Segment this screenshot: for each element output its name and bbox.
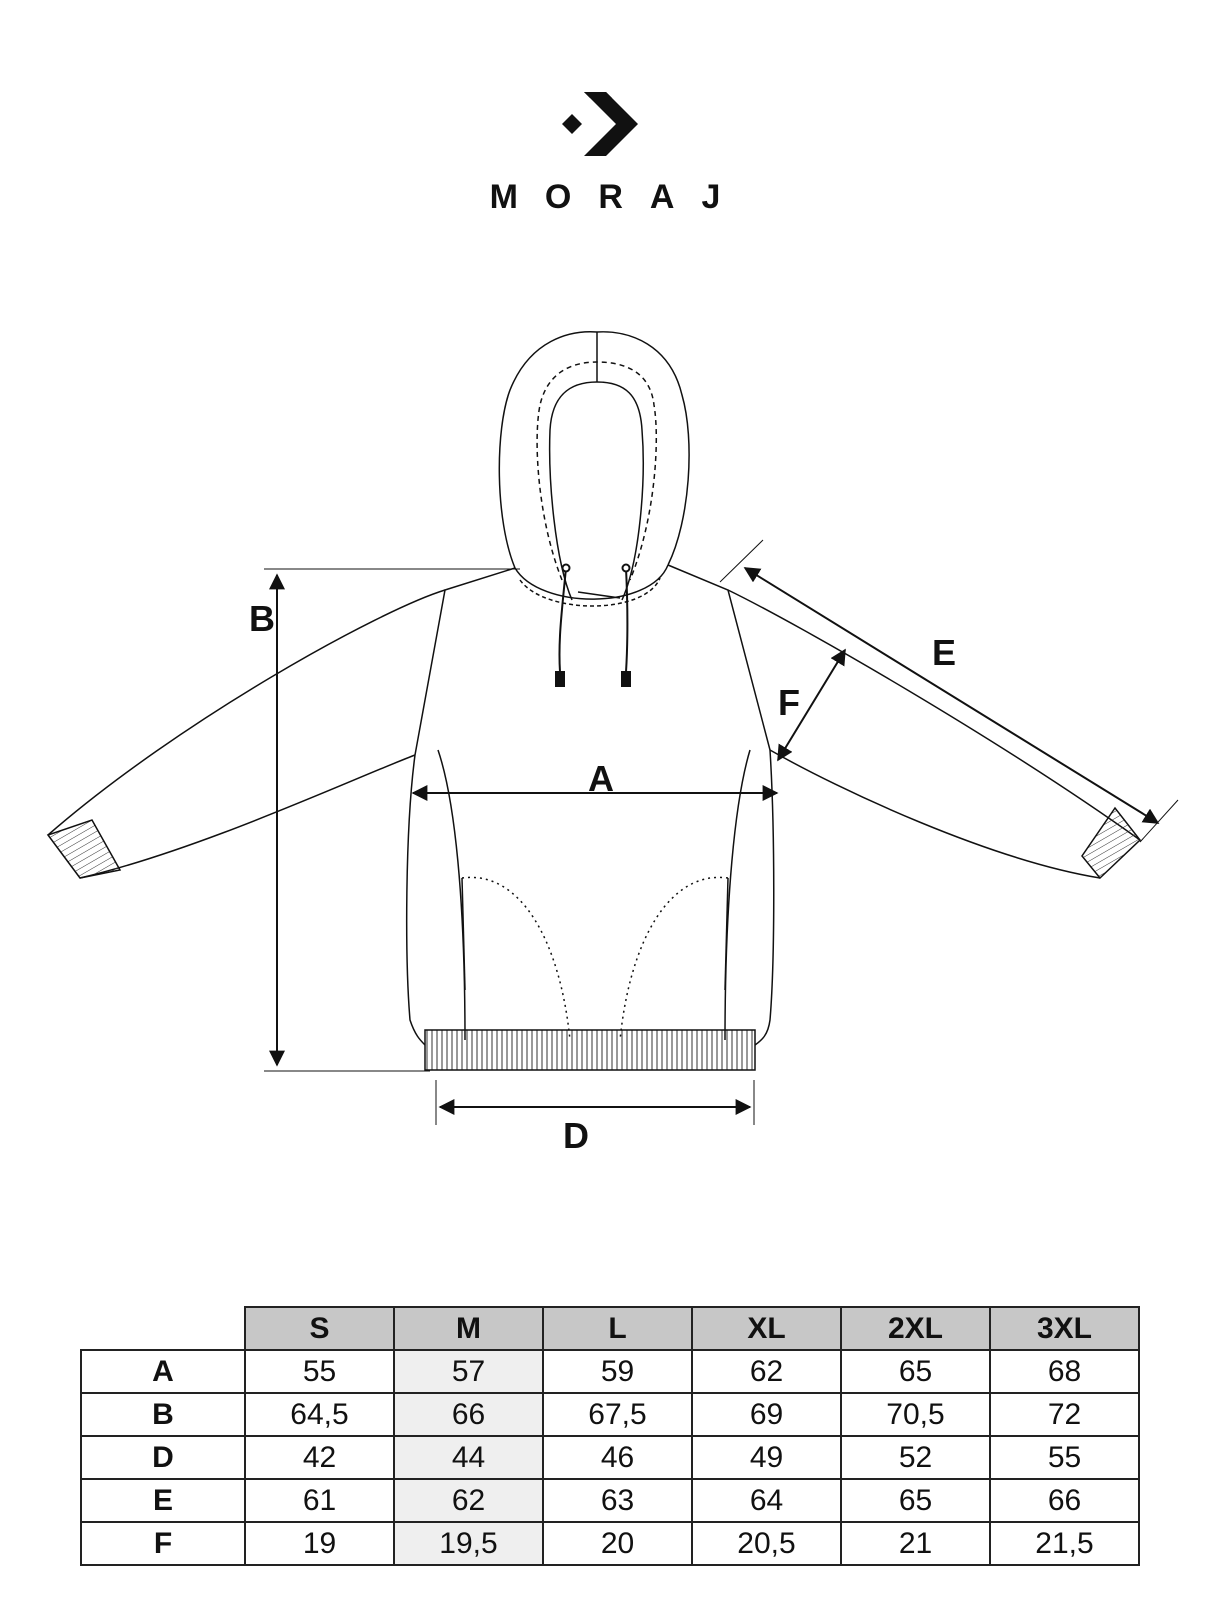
cell: 66	[394, 1393, 543, 1436]
hoodie-diagram	[0, 300, 1210, 1180]
table-corner	[81, 1307, 245, 1350]
cell: 63	[543, 1479, 692, 1522]
cell: 72	[990, 1393, 1139, 1436]
cell: 55	[245, 1350, 394, 1393]
cell: 49	[692, 1436, 841, 1479]
logo-chevron	[584, 92, 638, 156]
row-label: F	[81, 1522, 245, 1565]
label-b: B	[249, 598, 275, 639]
cell: 59	[543, 1350, 692, 1393]
cell: 21	[841, 1522, 990, 1565]
cell: 42	[245, 1436, 394, 1479]
brand-name: MORAJ	[489, 178, 748, 216]
logo-chevron-cut	[584, 92, 612, 98]
table-row	[81, 1479, 1139, 1522]
right-cuff-rib	[1082, 808, 1140, 878]
label-e: E	[932, 632, 957, 673]
table-row	[81, 1393, 1139, 1436]
cell: 62	[394, 1479, 543, 1522]
size-header-3xl: 3XL	[990, 1307, 1139, 1350]
cell: 21,5	[990, 1522, 1139, 1565]
cell: 20	[543, 1522, 692, 1565]
hoodie-outline	[48, 332, 1140, 1045]
cell: 62	[692, 1350, 841, 1393]
size-table	[80, 1306, 1140, 1566]
cell: 61	[245, 1479, 394, 1522]
label-f: F	[778, 682, 800, 723]
label-a: A	[588, 758, 614, 799]
row-label: D	[81, 1436, 245, 1479]
drawstrings	[556, 565, 630, 687]
table-row	[81, 1522, 1139, 1565]
size-header-m: M	[394, 1307, 543, 1350]
cell: 57	[394, 1350, 543, 1393]
waistband-rib	[425, 1030, 755, 1070]
cell: 68	[990, 1350, 1139, 1393]
size-header-xl: XL	[692, 1307, 841, 1350]
logo-diamond	[562, 114, 582, 134]
cell: 64,5	[245, 1393, 394, 1436]
size-header-s: S	[245, 1307, 394, 1350]
left-cuff-rib	[48, 820, 120, 878]
cell: 19	[245, 1522, 394, 1565]
table-row	[81, 1350, 1139, 1393]
cell: 65	[841, 1350, 990, 1393]
table-row	[81, 1436, 1139, 1479]
cell: 52	[841, 1436, 990, 1479]
cell: 65	[841, 1479, 990, 1522]
cell: 70,5	[841, 1393, 990, 1436]
cell: 55	[990, 1436, 1139, 1479]
cell: 46	[543, 1436, 692, 1479]
size-header-2xl: 2XL	[841, 1307, 990, 1350]
label-d: D	[563, 1115, 589, 1156]
cell: 69	[692, 1393, 841, 1436]
cell: 66	[990, 1479, 1139, 1522]
cell: 20,5	[692, 1522, 841, 1565]
row-label: B	[81, 1393, 245, 1436]
cell: 19,5	[394, 1522, 543, 1565]
size-header-row	[81, 1307, 1139, 1350]
cell: 67,5	[543, 1393, 692, 1436]
size-header-l: L	[543, 1307, 692, 1350]
cell: 44	[394, 1436, 543, 1479]
row-label: A	[81, 1350, 245, 1393]
cell: 64	[692, 1479, 841, 1522]
row-label: E	[81, 1479, 245, 1522]
